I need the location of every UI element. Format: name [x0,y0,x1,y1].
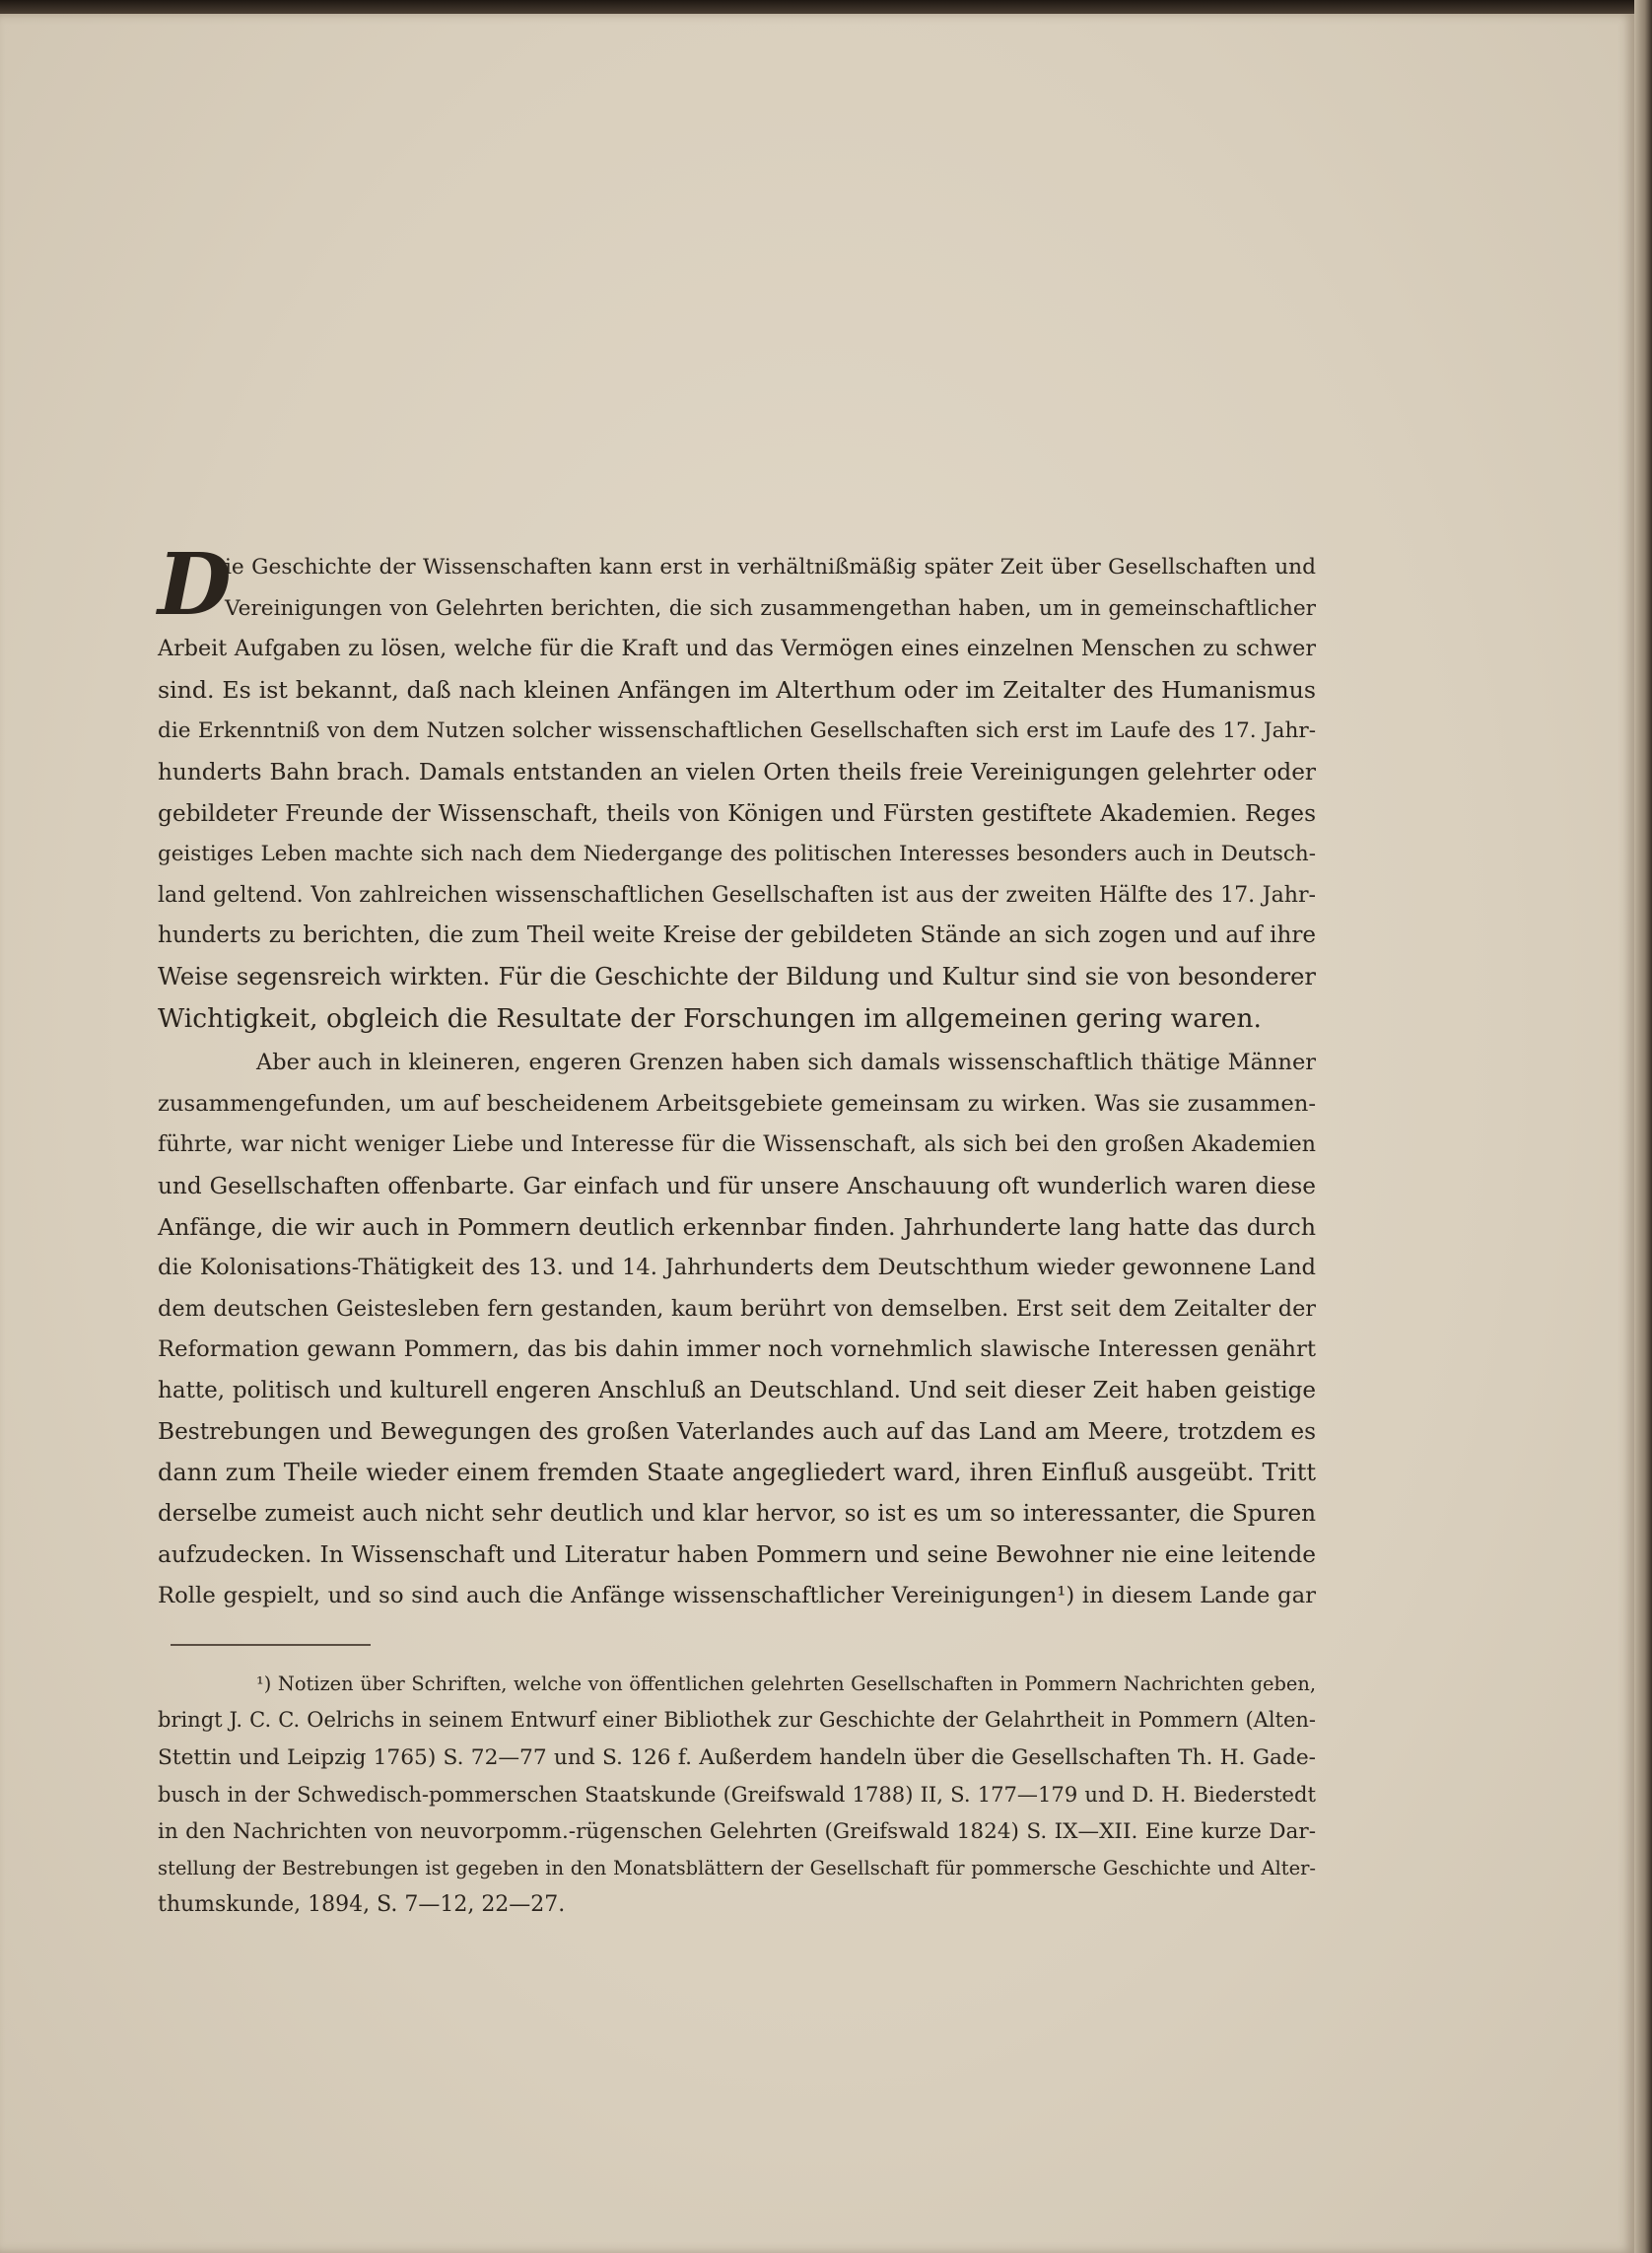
text-line: Rolle gespielt, und so sind auch die Anfänge wissenschaftlicher Vereinigungen¹) in diesem Lande gar [158,1582,1316,1608]
text-line: dem deutschen Geistesleben fern gestanden, kaum berührt von demselben. Erst seit dem Zeitalter der [158,1295,1316,1322]
footnote-line: busch in der Schwedisch-pommerschen Staatskunde (Greifswald 1788) II, S. 177—179 und D. H. Biederstedt [158,1782,1316,1808]
footnote-line: bringt J. C. C. Oelrichs in seinem Entwurf einer Bibliothek zur Geschichte der Gelahrtheit in Pommern (Alten- [158,1708,1316,1733]
footnote-line: in den Nachrichten von neuvorpomm.-rügenschen Gelehrten (Greifswald 1824) S. IX—XII. Eine kurze Dar- [158,1818,1316,1844]
text-line: führte, war nicht weniger Liebe und Interesse für die Wissenschaft, als sich bei den großen Akademien [158,1131,1316,1158]
footnote-line: stellung der Bestrebungen ist gegeben in den Monatsblättern der Gesellschaft für pommersche Geschichte und Alter- [158,1857,1316,1880]
text-line: Wichtigkeit, obgleich die Resultate der Forschungen im allgemeinen gering waren. [158,1002,1262,1034]
text-line: hunderts Bahn brach. Damals entstanden an vielen Orten theils freie Vereinigungen gelehrter oder [158,758,1316,785]
text-line: die Kolonisations-Thätigkeit des 13. und 14. Jahrhunderts dem Deutschthum wieder gewonnene Land [158,1255,1316,1281]
text-line: Arbeit Aufgaben zu lösen, welche für die Kraft und das Vermögen eines einzelnen Menschen zu schwer [158,636,1316,662]
text-line: aufzudecken. In Wissenschaft und Literatur haben Pommern und seine Bewohner nie eine leitende [158,1541,1316,1569]
text-line: Weise segensreich wirkten. Für die Geschichte der Bildung und Kultur sind sie von besonderer [158,962,1316,990]
text-line: land geltend. Von zahlreichen wissenschaftlichen Gesellschaften ist aus der zweiten Hälfte des 17. Jahr- [158,881,1316,908]
drop-cap-initial: D [158,535,232,635]
text-line: hunderts zu berichten, die zum Theil weite Kreise der gebildeten Stände an sich zogen und auf ihre [158,922,1316,949]
paragraph-2 [158,1043,1316,1616]
text-line: zusammengefunden, um auf bescheidenem Arbeitsgebiete gemeinsam zu wirken. Was sie zusammen- [158,1090,1316,1117]
text-line: hatte, politisch und kulturell engeren Anschluß an Deutschland. Und seit dieser Zeit haben geistige [158,1377,1316,1403]
text-line: Aber auch in kleineren, engeren Grenzen haben sich damals wissenschaftlich thätige Männer [256,1050,1316,1076]
text-line: derselbe zumeist auch nicht sehr deutlich und klar hervor, so ist es um so interessanter, die Spuren [158,1500,1316,1527]
text-line: Bestrebungen und Bewegungen des großen Vaterlandes auch auf das Land am Meere, trotzdem es [158,1418,1316,1446]
text-line: gebildeter Freunde der Wissenschaft, theils von Königen und Fürsten gestiftete Akademien. Reges [158,799,1316,827]
text-line: Anfänge, die wir auch in Pommern deutlich erkennbar finden. Jahrhunderte lang hatte das durch [158,1212,1316,1241]
text-line: geistiges Leben machte sich nach dem Niedergange des politischen Interesses besonders auch in Deutsch- [158,842,1316,867]
footnote [158,1666,1316,1924]
footnote-line: thumskunde, 1894, S. 7—12, 22—27. [158,1892,566,1918]
text-line: Reformation gewann Pommern, das bis dahin immer noch vornehmlich slawische Interessen genährt [158,1336,1316,1363]
body-text [158,535,1316,1616]
paragraph-1 [158,535,1316,1039]
page-right-edge [1634,0,1652,2253]
text-line: die Erkenntniß von dem Nutzen solcher wissenschaftlichen Gesellschaften sich erst im Laufe des 17. Jahr- [158,718,1316,744]
text-line: dann zum Theile wieder einem fremden Staate angegliedert ward, ihren Einfluß ausgeübt. Tritt [158,1459,1316,1487]
footnote-line: ¹) Notizen über Schriften, welche von öffentlichen gelehrten Gesellschaften in Pommern Nachrichten geben, [256,1673,1316,1695]
text-line: sind. Es ist bekannt, daß nach kleinen Anfängen im Alterthum oder im Zeitalter des Humanismus [158,675,1316,704]
footnote-line: Stettin und Leipzig 1765) S. 72—77 und S. 126 f. Außerdem handeln über die Gesellschaften Th. H. Gade- [158,1744,1316,1770]
footnote-separator [171,1644,371,1646]
page-top-edge [0,0,1652,14]
text-line: und Gesellschaften offenbarte. Gar einfach und für unsere Anschauung oft wunderlich waren diese [158,1172,1316,1199]
text-line: Vereinigungen von Gelehrten berichten, die sich zusammengethan haben, um in gemeinschaftlicher [225,595,1316,621]
text-line: ie Geschichte der Wissenschaften kann erst in verhältnißmäßig später Zeit über Gesellschaften und [225,555,1316,580]
